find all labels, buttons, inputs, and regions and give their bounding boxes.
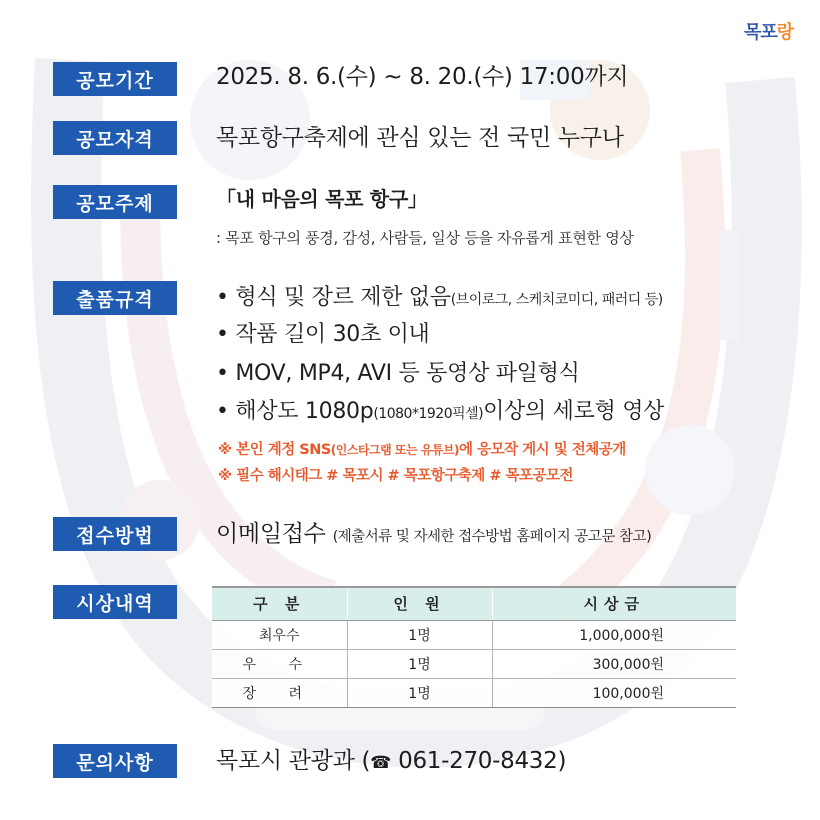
table-row (212, 678, 736, 707)
theme-description: : 목포 항구의 풍경, 감성, 사람들, 일상 등을 자유롭게 표현한 영상 (216, 229, 634, 247)
header-category: 구 분 (212, 587, 347, 620)
spec-item: • 작품 길이 30초 이내 (216, 322, 430, 347)
brand-logo: 목포랑 (744, 22, 794, 43)
awards-table (212, 586, 736, 708)
contact-label: 문의사항 (53, 744, 177, 778)
table-row (212, 649, 736, 678)
award-prize: 100,000원 (492, 678, 736, 707)
submit-value: 이메일접수 (제출서류 및 자세한 접수방법 홈페이지 공고문 참고) (216, 521, 652, 547)
award-count: 1명 (347, 649, 492, 678)
phone-number: 061-270-8432 (398, 748, 558, 774)
period-value: 2025. 8. 6.(수) ~ 8. 20.(수) 17:00까지 (216, 64, 629, 90)
period-label: 공모기간 (53, 62, 177, 96)
award-prize: 300,000원 (492, 649, 736, 678)
eligibility-value: 목포항구축제에 관심 있는 전 국민 누구나 (216, 125, 624, 151)
theme-title: 「내 마음의 목포 항구」 (216, 187, 428, 211)
table-header-row (212, 587, 736, 620)
table-row (212, 620, 736, 649)
submit-label: 접수방법 (53, 517, 177, 551)
spec-item: • 해상도 1080p(1080*1920픽셀)이상의 세로형 영상 (216, 399, 665, 424)
hashtag-notice: ※ 필수 해시태그 # 목포시 # 목포항구축제 # 목포공모전 (218, 468, 574, 484)
header-prize: 시상금 (492, 587, 736, 620)
award-count: 1명 (347, 620, 492, 649)
sns-notice: ※ 본인 계정 SNS(인스타그램 또는 유튜브)에 응모작 게시 및 전체공개 (218, 442, 626, 458)
spec-label: 출품규격 (53, 281, 177, 315)
eligibility-label: 공모자격 (53, 121, 177, 155)
header-count: 인 원 (347, 587, 492, 620)
spec-item: • 형식 및 장르 제한 없음(브이로그, 스케치코미디, 패러디 등) (216, 285, 663, 310)
award-prize: 1,000,000원 (492, 620, 736, 649)
award-category: 최우수 (212, 620, 347, 649)
theme-label: 공모주제 (53, 185, 177, 219)
awards-label: 시상내역 (53, 585, 177, 619)
phone-icon: ☎ (370, 753, 392, 773)
award-count: 1명 (347, 678, 492, 707)
spec-item: • MOV, MP4, AVI 등 동영상 파일형식 (216, 361, 580, 386)
award-category: 우 수 (212, 649, 347, 678)
contact-value: 목포시 관광과 (☎ 061-270-8432) (216, 748, 567, 774)
award-category: 장 려 (212, 678, 347, 707)
